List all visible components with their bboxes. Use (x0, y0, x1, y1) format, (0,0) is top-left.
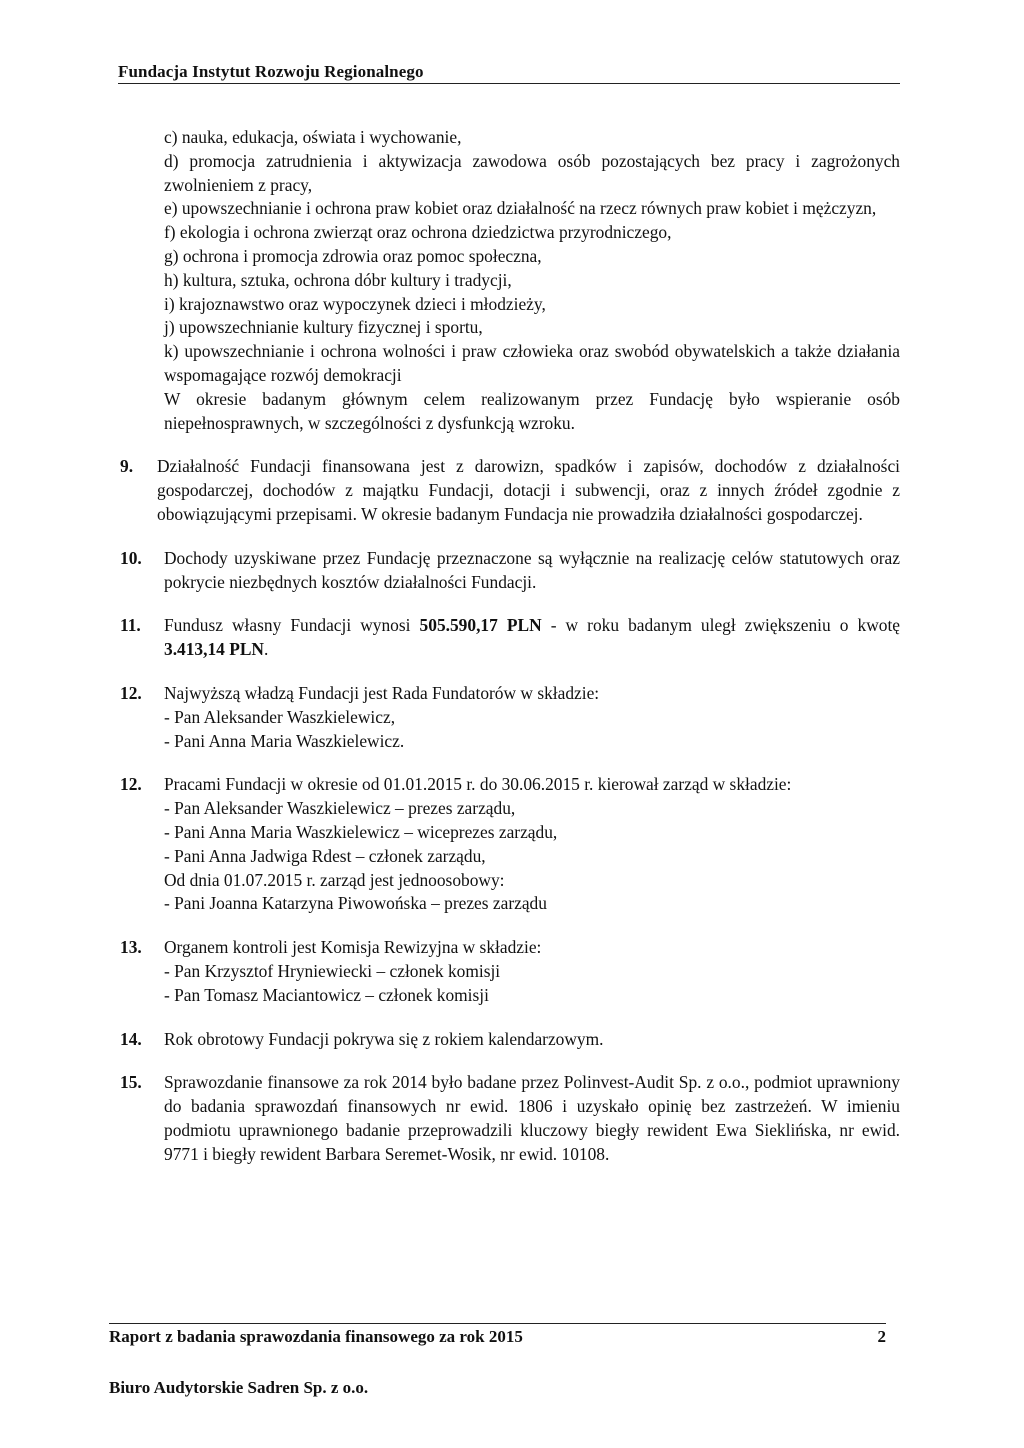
paragraph-15 (120, 1071, 900, 1166)
objective-item: d) promocja zatrudnienia i aktywizacja zawodowa osób pozostających bez pracy i zagrożonych zwolnieniem z pracy, (164, 150, 900, 195)
equity-amount: 505.590,17 PLN (419, 615, 542, 636)
paragraph-number: 12. (120, 682, 142, 703)
member-line: - Pani Joanna Katarzyna Piwowońska – prezes zarządu (164, 893, 547, 914)
paragraph-text: Sprawozdanie finansowe za rok 2014 było badane przez Polinvest-Audit Sp. z o.o., podmiot uprawniony do badania sprawozdań finansowych nr ewid. 1806 i uzyskało opinię bez zastrzeżeń. W imieniu podmiotu uprawnionego badanie przeprowadzili kluczowy biegły rewident Ewa Sieklińska, nr ewid. 9771 i biegły rewident Barbara Seremet-Wosik, nr ewid. 10108. (164, 1072, 900, 1164)
paragraph-14 (120, 1028, 900, 1052)
member-line: - Pani Anna Jadwiga Rdest – członek zarządu, (164, 845, 486, 866)
paragraph-number: 12. (120, 774, 142, 795)
paragraph-number: 10. (120, 547, 142, 568)
paragraph-10 (120, 547, 900, 595)
objectives-note: W okresie badanym głównym celem realizowanym przez Fundację było wspieranie osób niepełnosprawnych, w szczególności z dysfunkcją wzroku. (164, 388, 900, 433)
footer-row (109, 1324, 886, 1347)
paragraph-text: . (264, 639, 269, 660)
paragraph-number: 15. (120, 1072, 142, 1093)
increase-amount: 3.413,14 PLN (164, 639, 264, 660)
objective-item: h) kultura, sztuka, ochrona dóbr kultury i tradycji, (164, 269, 512, 290)
member-line: - Pan Aleksander Waszkielewicz – prezes zarządu, (164, 798, 516, 819)
paragraph-number: 14. (120, 1028, 142, 1049)
objective-item: k) upowszechnianie i ochrona wolności i praw człowieka oraz swobód obywatelskich a także działania wspomagające rozwój demokracji (164, 341, 900, 385)
document-body (120, 126, 900, 1166)
paragraph-text: Działalność Fundacji finansowana jest z darowizn, spadków i zapisów, dochodów z działalności gospodarczej, dochodów z majątku Fundacji, dotacji i subwencji, oraz z innych źródeł zgodnie z obowiązującymi przepisami. W okresie badanym Fundacja nie prowadziła działalności gospodarczej. (157, 456, 900, 524)
auditor-name: Biuro Audytorskie Sadren Sp. z o.o. (109, 1378, 369, 1397)
paragraph-12-management (120, 773, 900, 916)
paragraph-number: 9. (120, 456, 134, 477)
paragraph-text: Najwyższą władzą Fundacji jest Rada Fundatorów w składzie: (164, 682, 600, 703)
paragraph-9 (120, 455, 900, 526)
objective-item: c) nauka, edukacja, oświata i wychowanie, (164, 127, 462, 147)
member-line: - Pan Aleksander Waszkielewicz, (164, 706, 396, 727)
paragraph-text: Fundusz własny Fundacji wynosi (164, 615, 420, 636)
paragraph-12-board (120, 682, 900, 753)
paragraph-text: Rok obrotowy Fundacji pokrywa się z rokiem kalendarzowym. (164, 1028, 604, 1049)
member-line: - Pan Krzysztof Hryniewiecki – członek komisji (164, 960, 501, 981)
paragraph-number: 13. (120, 937, 142, 958)
page-header (118, 62, 900, 84)
paragraph-text: Organem kontroli jest Komisja Rewizyjna w składzie: (164, 937, 542, 958)
member-line: - Pani Anna Maria Waszkielewicz. (164, 730, 405, 751)
objectives-list (120, 126, 900, 435)
member-line: - Pani Anna Maria Waszkielewicz – wiceprezes zarządu, (164, 821, 558, 842)
objective-item: f) ekologia i ochrona zwierząt oraz ochrona dziedzictwa przyrodniczego, (164, 222, 672, 243)
paragraph-number: 11. (120, 615, 141, 636)
objective-item: j) upowszechnianie kultury fizycznej i sportu, (164, 317, 483, 338)
objective-item: i) krajoznawstwo oraz wypoczynek dzieci i młodzieży, (164, 293, 546, 314)
paragraph-text: Pracami Fundacji w okresie od 01.01.2015 r. do 30.06.2015 r. kierował zarząd w składzie: (164, 774, 792, 795)
paragraph-13 (120, 936, 900, 1007)
paragraph-text: - w roku badanym uległ zwiększeniu o kwotę (541, 615, 901, 636)
objective-item: e) upowszechnianie i ochrona praw kobiet oraz działalność na rzecz równych praw kobiet i mężczyzn, (164, 198, 877, 219)
report-title: Raport z badania sprawozdania finansowego za rok 2015 (109, 1327, 523, 1346)
page-number: 2 (877, 1327, 886, 1346)
header-title: Fundacja Instytut Rozwoju Regionalnego (118, 62, 424, 81)
member-line: - Pan Tomasz Maciantowicz – członek komisji (164, 984, 489, 1005)
paragraph-text: Dochody uzyskiwane przez Fundację przeznaczone są wyłącznie na realizację celów statutowych oraz pokrycie niezbędnych kosztów działalności Fundacji. (164, 547, 900, 592)
objective-item: g) ochrona i promocja zdrowia oraz pomoc społeczna, (164, 245, 542, 266)
member-line: Od dnia 01.07.2015 r. zarząd jest jednoosobowy: (164, 869, 505, 890)
page-footer (109, 1323, 886, 1398)
paragraph-11 (120, 614, 900, 662)
